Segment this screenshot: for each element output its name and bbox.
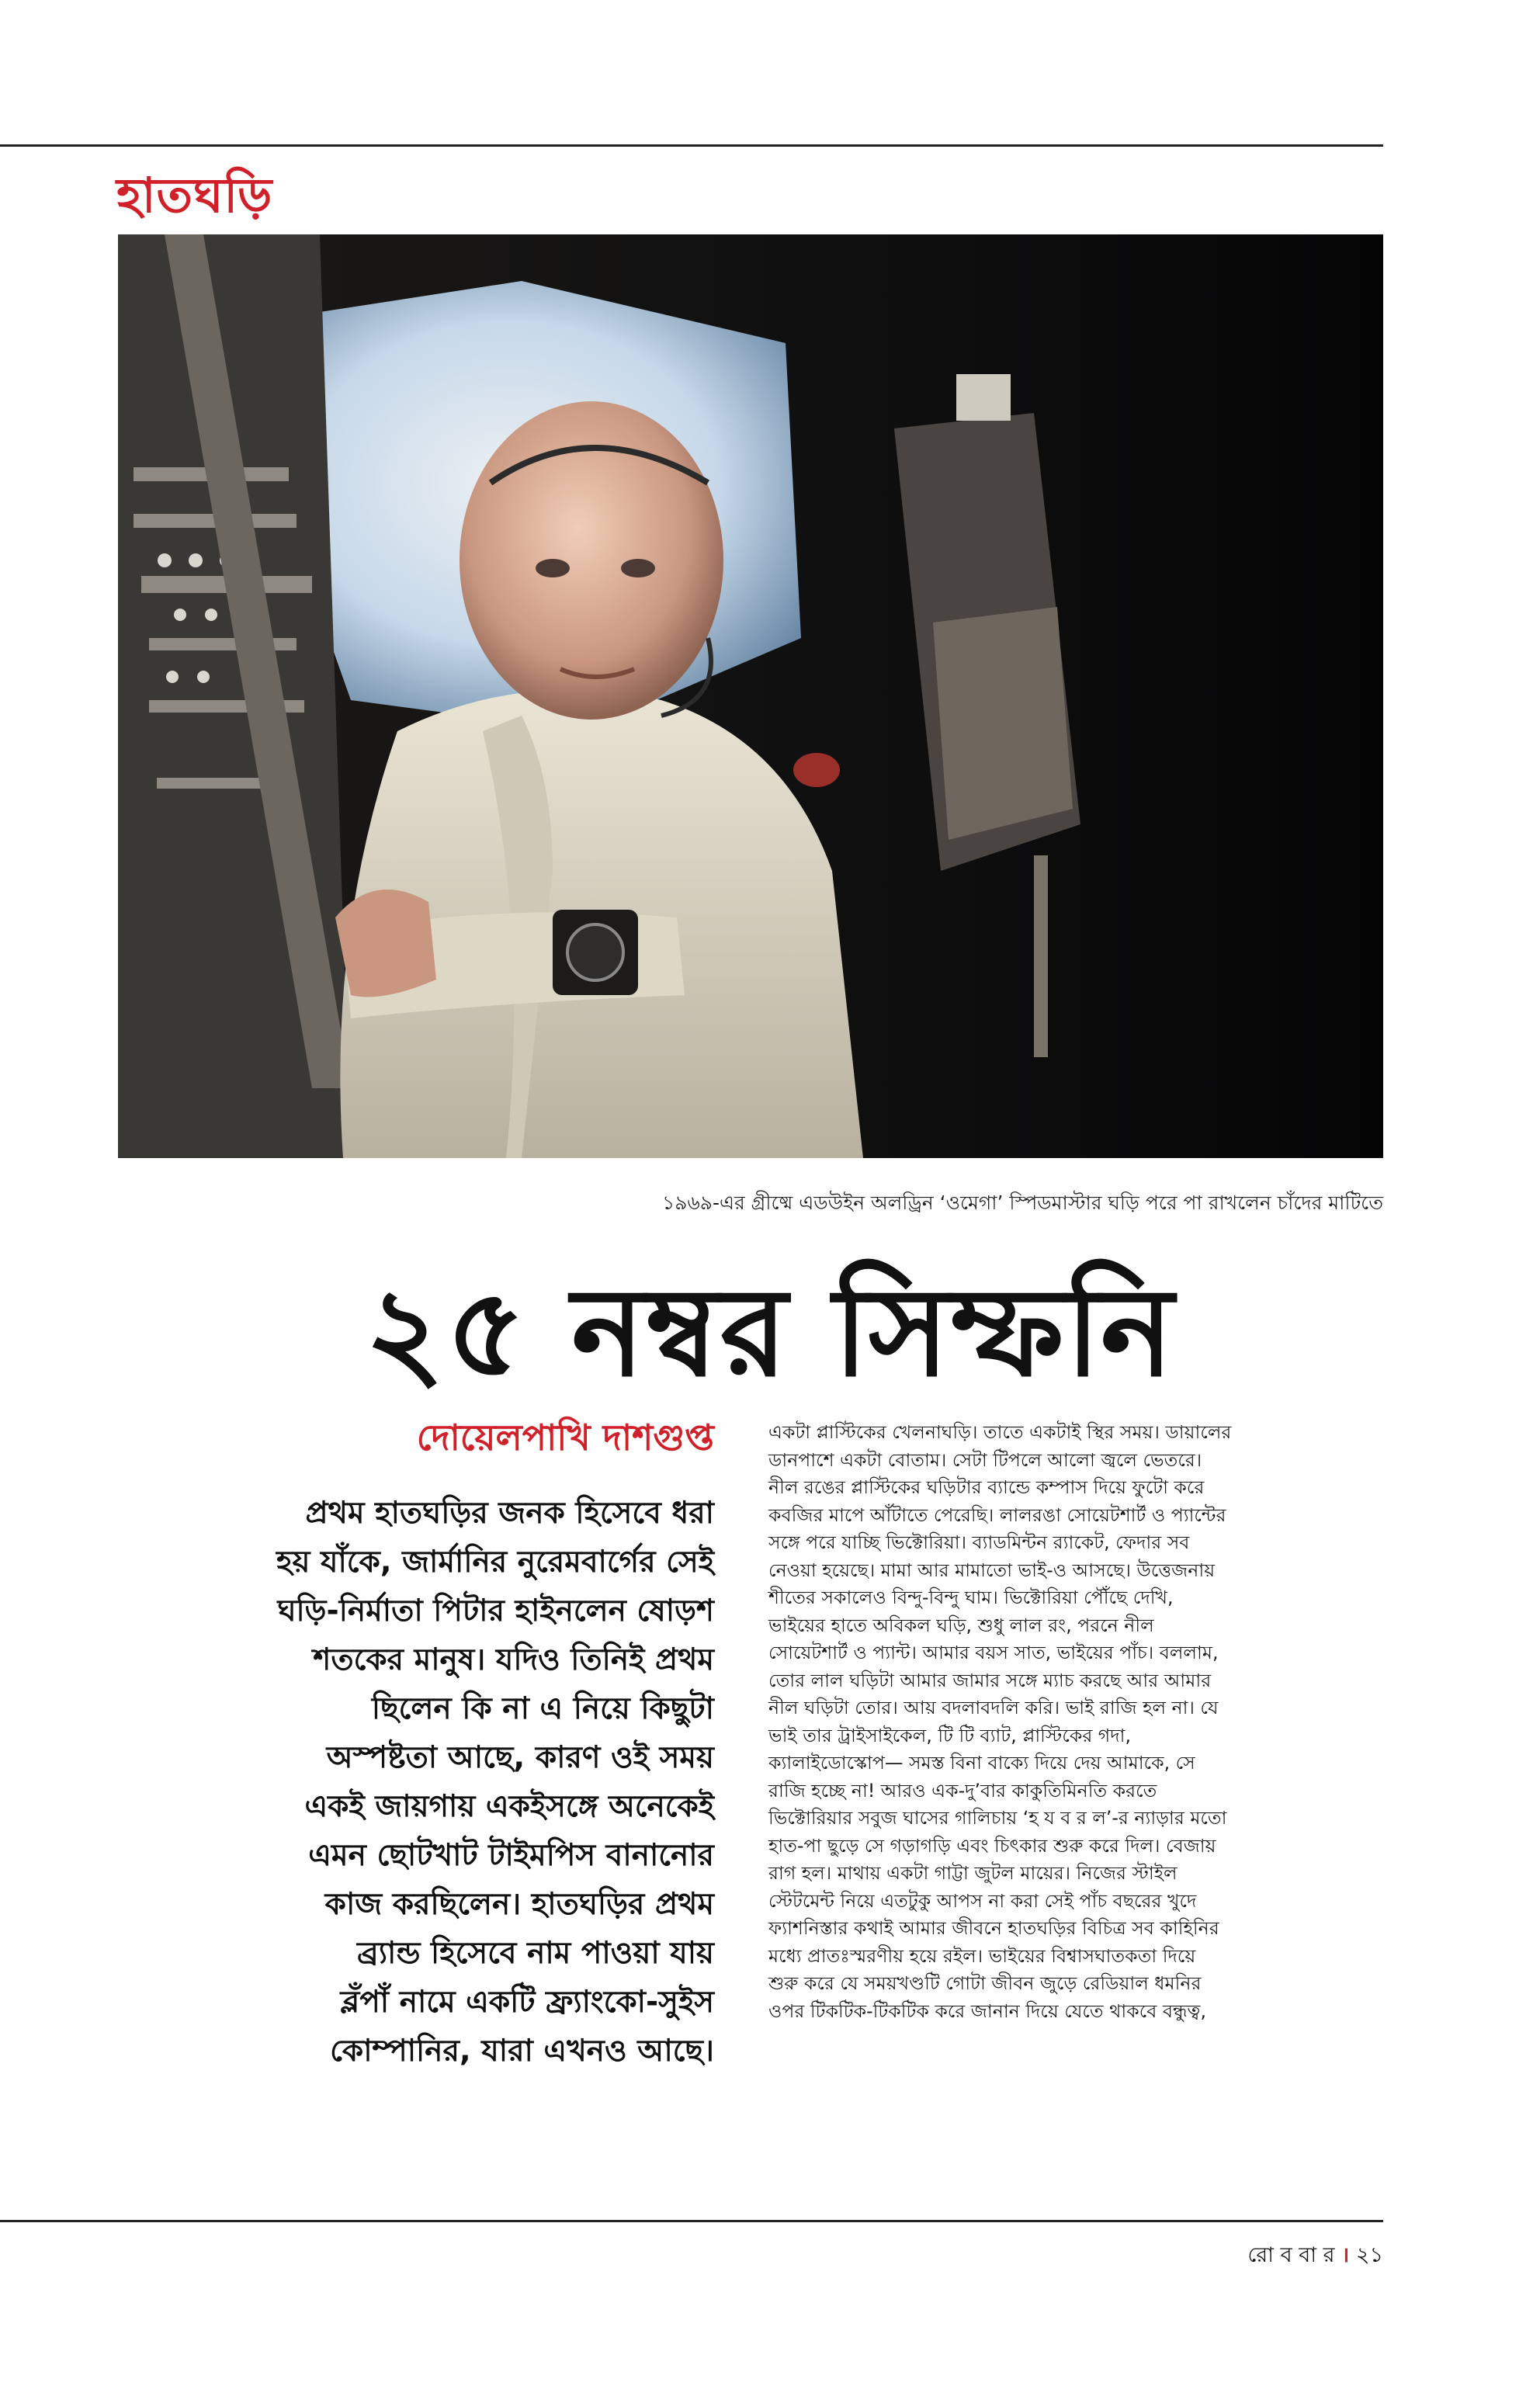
lede-line: হয় যাঁকে, জার্মানির নুরেমবার্গের সেই xyxy=(276,1545,714,1580)
body-line: ভাই তার ট্রাইসাইকেল, টি টি ব্যাট, প্লাস্টিকের গদা, xyxy=(768,1724,1132,1746)
body-line: ডানপাশে একটা বোতাম। সেটা টিপলে আলো জ্বলে ভেতরে। xyxy=(768,1448,1202,1471)
body-line: শুরু করে যে সময়খণ্ডটি গোটা জীবন জুড়ে রেডিয়াল ধমনির xyxy=(768,1972,1202,1994)
astronaut-photo xyxy=(118,234,1383,1158)
body-line: নীল রঙের প্লাস্টিকের ঘড়িটার ব্যান্ডে কম্পাস দিয়ে ফুটো করে xyxy=(768,1476,1205,1498)
top-rule xyxy=(0,144,1383,147)
lede-line: ব্লঁপাঁ নামে একটি ফ্র্যাংকো-সুইস xyxy=(340,1985,714,2020)
magazine-name: রো ব বা র xyxy=(1247,2243,1335,2267)
lede-line: ব্র্যান্ড হিসেবে নাম পাওয়া যায় xyxy=(356,1936,714,1971)
headline: ২৫ নম্বর সিম্ফনি xyxy=(364,1261,1176,1404)
body-line: হাত-পা ছুড়ে সে গড়াগড়ি এবং চিৎকার শুরু করে দিল। বেজায় xyxy=(768,1834,1216,1857)
body-line: সোয়েটশার্ট ও প্যান্ট। আমার বয়স সাত, ভাইয়ের পাঁচ। বললাম, xyxy=(768,1642,1219,1663)
body-line: সঙ্গে পরে যাচ্ছি ভিক্টোরিয়া। ব্যাডমিন্টন র‍্যাকেট, ফেদার সব xyxy=(768,1531,1190,1553)
folio xyxy=(1247,2239,1383,2274)
lede-line: ঘড়ি-নির্মাতা পিটার হাইনলেন ষোড়শ xyxy=(277,1594,714,1628)
folio-separator: । xyxy=(1341,2243,1350,2267)
byline: দোয়েলপাখি দাশগুপ্ত xyxy=(416,1417,714,1458)
body-line: শীতের সকালেও বিন্দু-বিন্দু ঘাম। ভিক্টোরিয়া পৌঁছে দেখি, xyxy=(768,1587,1174,1608)
bottom-rule xyxy=(0,2220,1383,2222)
body-line: তোর লাল ঘড়িটা আমার জামার সঙ্গে ম্যাচ করছে আর আমার xyxy=(768,1669,1212,1691)
lede-line: ছিলেন কি না এ নিয়ে কিছুটা xyxy=(371,1691,714,1726)
lede-line: কাজ করছিলেন। হাতঘড়ির প্রথম xyxy=(324,1887,714,1922)
body-line: মধ্যে প্রাতঃস্মরণীয় হয়ে রইল। ভাইয়ের বিশ্বাসঘাতকতা দিয়ে xyxy=(768,1944,1196,1967)
body-line: ক্যালাইডোস্কোপ— সমস্ত বিনা বাক্যে দিয়ে দেয় আমাকে, সে xyxy=(768,1752,1195,1774)
body-line: ভাইয়ের হাতে অবিকল ঘড়ি, শুধু লাল রং, পরনে নীল xyxy=(768,1614,1154,1636)
body-line: নেওয়া হয়েছে। মামা আর মামাতো ভাই-ও আসছে। উত্তেজনায় xyxy=(768,1559,1216,1581)
lede-line: এমন ছোটখাট টাইমপিস বানানোর xyxy=(308,1838,714,1873)
body-text xyxy=(768,1419,1383,2025)
lede-line: অস্পষ্টতা আছে, কারণ ওই সময় xyxy=(326,1740,714,1775)
photo-caption: ১৯৬৯-এর গ্রীষ্মে এডউইন অলড্রিন ‘ওমেগা’ স্পিডমাস্টার ঘড়ি পরে পা রাখলেন চাঁদের মাটিতে xyxy=(662,1191,1383,1214)
body-line: ফ্যাশনিস্তার কথাই আমার জীবনে হাতঘড়ির বিচিত্র সব কাহিনির xyxy=(768,1917,1219,1939)
lede-paragraph xyxy=(116,1489,714,2076)
body-line: নীল ঘড়িটা তোর। আয় বদলাবদলি করি। ভাই রাজি হল না। যে xyxy=(768,1697,1219,1718)
body-line: রাগ হল। মাথায় একটা গাট্টা জুটল মায়ের। নিজের স্টাইল xyxy=(768,1862,1178,1884)
body-line: ভিক্টোরিয়ার সবুজ ঘাসের গালিচায় ‘হ য ব র ল’-র ন্যাড়ার মতো xyxy=(768,1807,1227,1829)
body-line: রাজি হচ্ছে না! আরও এক-দু’বার কাকুতিমিনতি করতে xyxy=(768,1779,1157,1802)
body-line: কবজির মাপে আঁটাতে পেরেছি। লালরঙা সোয়েটশার্ট ও প্যান্টের xyxy=(768,1503,1226,1526)
section-label: হাতঘড়ি xyxy=(116,167,273,224)
lede-line: কোম্পানির, যারা এখনও আছে। xyxy=(330,2034,714,2069)
astronaut-photo-illustration xyxy=(118,234,1383,1158)
lede-line: একই জায়গায় একইসঙ্গে অনেকেই xyxy=(304,1789,714,1824)
body-line: ওপর টিকটিক-টিকটিক করে জানান দিয়ে যেতে থাকবে বন্ধুত্ব, xyxy=(768,1999,1206,2022)
lede-line: প্রথম হাতঘড়ির জনক হিসেবে ধরা xyxy=(305,1496,714,1531)
body-line: একটা প্লাস্টিকের খেলনাঘড়ি। তাতে একটাই স্থির সময়। ডায়ালের xyxy=(768,1421,1232,1443)
lede-line: শতকের মানুষ। যদিও তিনিই প্রথম xyxy=(313,1642,714,1677)
page-number: ২১ xyxy=(1355,2243,1383,2267)
body-line: স্টেটমেন্ট নিয়ে এতটুকু আপস না করা সেই পাঁচ বছরের খুদে xyxy=(768,1889,1197,1912)
